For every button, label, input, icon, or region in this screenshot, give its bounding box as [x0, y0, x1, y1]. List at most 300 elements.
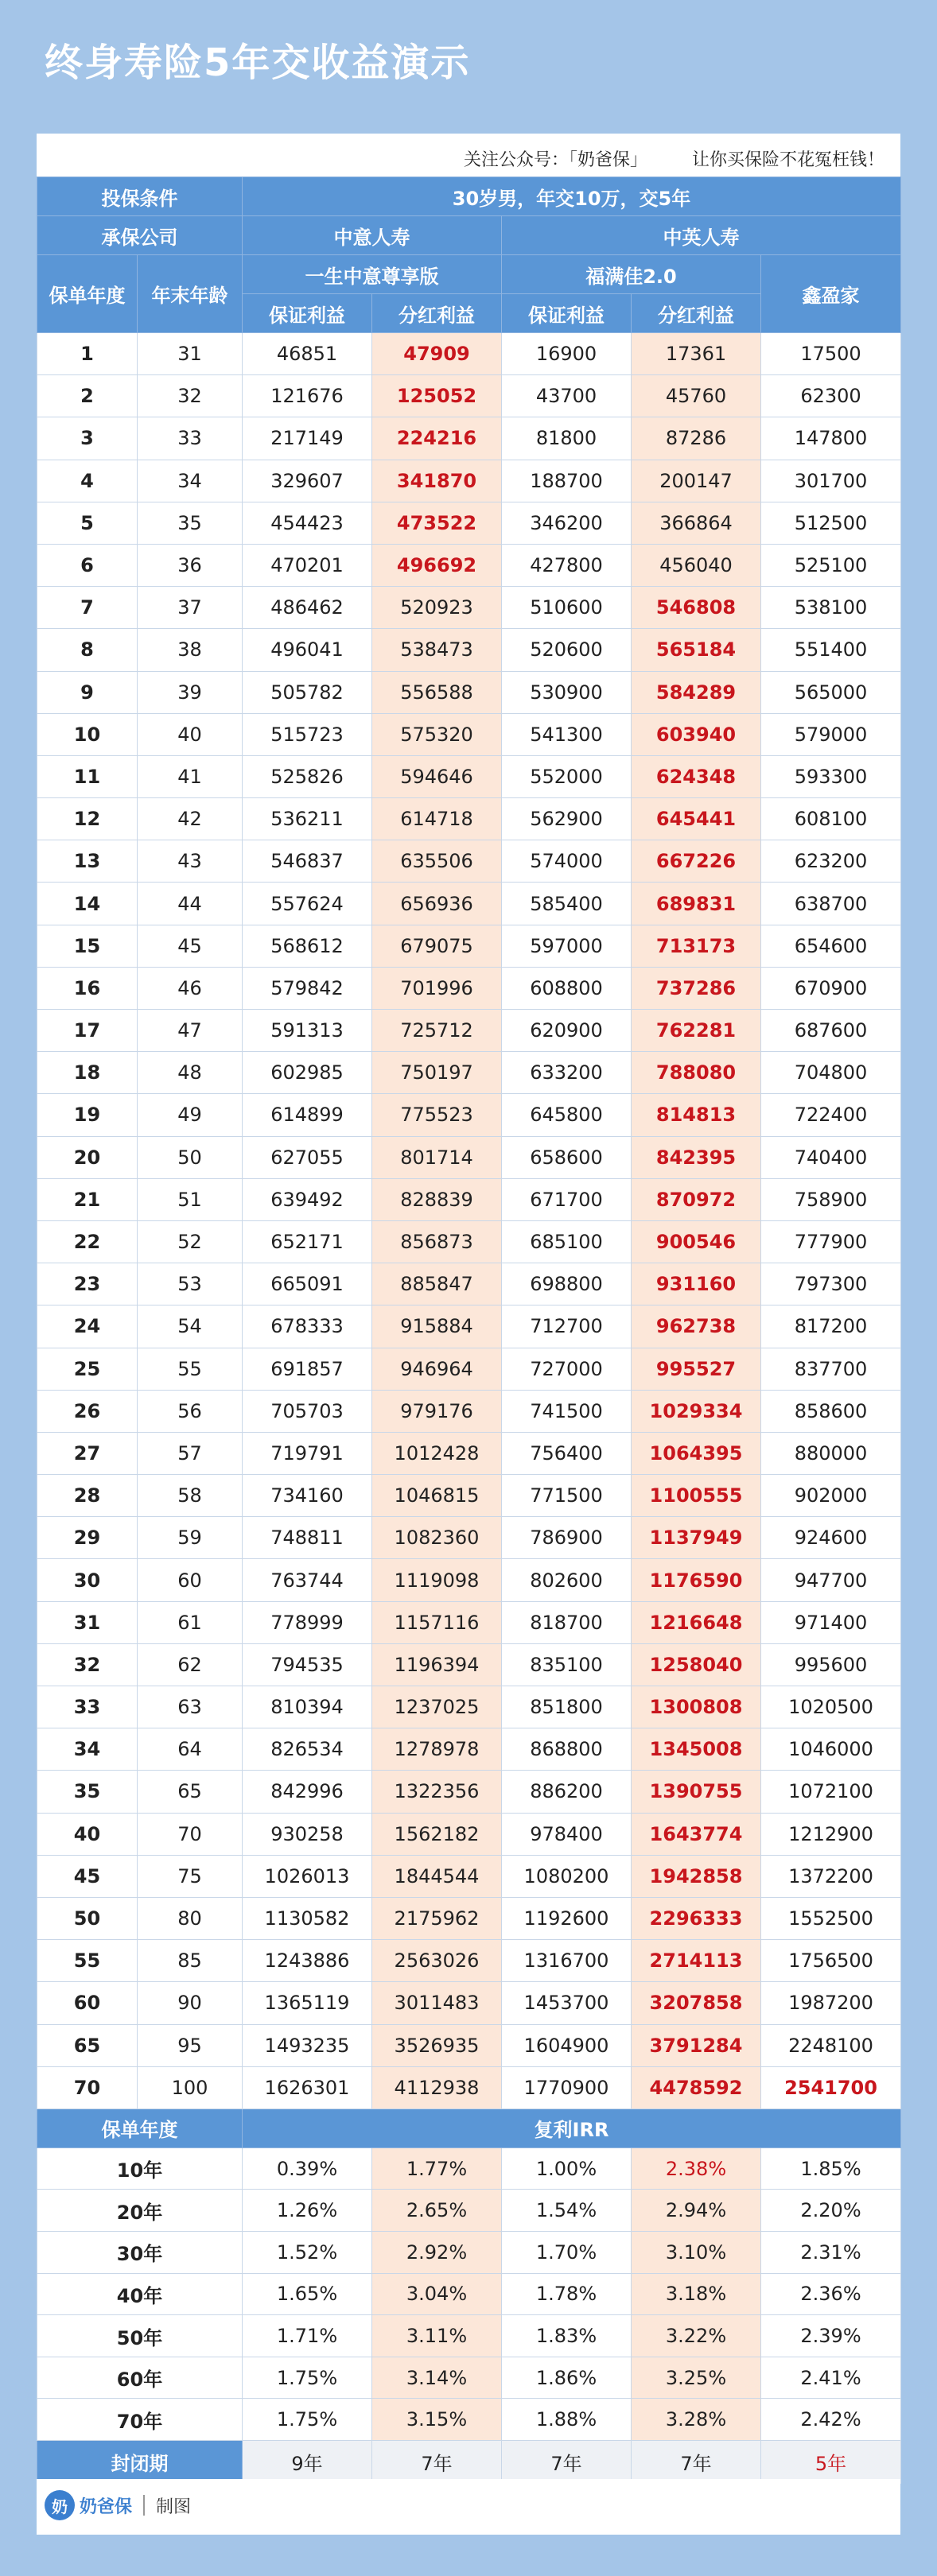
- table-row: [37, 1010, 901, 1052]
- policy-year-cell: 60: [37, 1982, 138, 2024]
- row-company: [37, 216, 901, 255]
- b-dividend-cell: 1300808: [632, 1686, 761, 1728]
- table-row: [37, 1094, 901, 1136]
- b-guaranteed-cell: 802600: [502, 1559, 632, 1601]
- age-cell: 44: [138, 883, 243, 925]
- table-row: [37, 671, 901, 713]
- policy-year-cell: 45: [37, 1855, 138, 1897]
- b-dividend-cell: 737286: [632, 967, 761, 1009]
- a-dividend-cell: 538473: [372, 629, 502, 671]
- b-dividend-cell: 87286: [632, 417, 761, 460]
- closed-b-guaranteed: 7年: [502, 2441, 632, 2484]
- a-guaranteed-cell: 763744: [243, 1559, 372, 1601]
- age-cell: 39: [138, 671, 243, 713]
- a-dividend-cell: 556588: [372, 671, 502, 713]
- b-guaranteed-cell: 16900: [502, 333, 632, 375]
- row-irr-header: [37, 2109, 901, 2147]
- age-cell: 53: [138, 1263, 243, 1305]
- table-row: [37, 1263, 901, 1305]
- table-row: [37, 333, 901, 375]
- b-guaranteed-cell: 1316700: [502, 1940, 632, 1982]
- c-value-cell: 740400: [761, 1136, 901, 1178]
- b-guaranteed-cell: 1192600: [502, 1897, 632, 1939]
- table-row: [37, 1052, 901, 1094]
- closed-c: 5年: [761, 2441, 901, 2484]
- irr-year-cell: 70年: [37, 2399, 243, 2441]
- age-cell: 34: [138, 460, 243, 502]
- table-row: [37, 1348, 901, 1390]
- policy-year-cell: 27: [37, 1432, 138, 1474]
- b-dividend-cell: 713173: [632, 925, 761, 967]
- b-guaranteed-cell: 552000: [502, 755, 632, 797]
- a-dividend-cell: 1082360: [372, 1517, 502, 1559]
- b-guaranteed-cell: 712700: [502, 1305, 632, 1348]
- b-guaranteed-cell: 868800: [502, 1728, 632, 1771]
- irr-row: [37, 2232, 901, 2274]
- c-value-cell: 2541700: [761, 2066, 901, 2109]
- table-row: [37, 1136, 901, 1178]
- b-guaranteed-cell: 520600: [502, 629, 632, 671]
- c-value-cell: 608100: [761, 798, 901, 840]
- irr-row: [37, 2147, 901, 2190]
- irr-year-cell: 20年: [37, 2190, 243, 2232]
- b-guaranteed-cell: 510600: [502, 587, 632, 629]
- b-guaranteed-cell: 188700: [502, 460, 632, 502]
- a-dividend-cell: 1012428: [372, 1432, 502, 1474]
- irr-c-cell: 2.20%: [761, 2190, 901, 2232]
- irr-a-guaranteed-cell: 0.39%: [243, 2147, 372, 2190]
- a-dividend-cell: 1119098: [372, 1559, 502, 1601]
- c-value-cell: 1020500: [761, 1686, 901, 1728]
- a-guaranteed-cell: 1493235: [243, 2024, 372, 2066]
- irr-b-guaranteed-cell: 1.88%: [502, 2399, 632, 2441]
- policy-year-cell: 14: [37, 883, 138, 925]
- irr-a-dividend-cell: 1.77%: [372, 2147, 502, 2190]
- b-guaranteed-cell: 562900: [502, 798, 632, 840]
- policy-year-cell: 1: [37, 333, 138, 375]
- age-cell: 70: [138, 1813, 243, 1855]
- a-dividend-cell: 856873: [372, 1220, 502, 1263]
- c-value-cell: 512500: [761, 502, 901, 544]
- a-guaranteed-cell: 515723: [243, 713, 372, 755]
- policy-year-cell: 70: [37, 2066, 138, 2109]
- irr-b-dividend-cell: 3.25%: [632, 2357, 761, 2399]
- age-cell: 80: [138, 1897, 243, 1939]
- irr-row: [37, 2315, 901, 2357]
- a-guaranteed-cell: 557624: [243, 883, 372, 925]
- c-value-cell: 817200: [761, 1305, 901, 1348]
- a-guaranteed-cell: 217149: [243, 417, 372, 460]
- a-guaranteed-cell: 794535: [243, 1643, 372, 1686]
- a-dividend-cell: 473522: [372, 502, 502, 544]
- a-dividend-cell: 1322356: [372, 1771, 502, 1813]
- policy-year-cell: 31: [37, 1601, 138, 1643]
- b-guaranteed-cell: 658600: [502, 1136, 632, 1178]
- row-product: [37, 255, 901, 294]
- a-dividend-cell: 1046815: [372, 1475, 502, 1517]
- c-value-cell: 1072100: [761, 1771, 901, 1813]
- b-dividend-cell: 1643774: [632, 1813, 761, 1855]
- c-value-cell: 722400: [761, 1094, 901, 1136]
- age-header: 年末年龄: [138, 255, 243, 333]
- a-guaranteed-cell: 705703: [243, 1390, 372, 1432]
- b-dividend-cell: 603940: [632, 713, 761, 755]
- irr-year-cell: 50年: [37, 2315, 243, 2357]
- b-dividend-cell: 1064395: [632, 1432, 761, 1474]
- b-dividend-cell: 762281: [632, 1010, 761, 1052]
- policy-year-header: 保单年度: [37, 255, 138, 333]
- c-value-cell: 758900: [761, 1178, 901, 1220]
- b-guaranteed-cell: 818700: [502, 1601, 632, 1643]
- b-dividend-cell: 17361: [632, 333, 761, 375]
- a-dividend-cell: 2563026: [372, 1940, 502, 1982]
- irr-row: [37, 2190, 901, 2232]
- a-dividend-cell: 4112938: [372, 2066, 502, 2109]
- age-cell: 40: [138, 713, 243, 755]
- a-dividend-cell: 915884: [372, 1305, 502, 1348]
- c-value-cell: 638700: [761, 883, 901, 925]
- a-dividend-cell: 1278978: [372, 1728, 502, 1771]
- a-guaranteed-cell: 470201: [243, 544, 372, 586]
- b-dividend-cell: 2296333: [632, 1897, 761, 1939]
- a-dividend-cell: 1157116: [372, 1601, 502, 1643]
- a-dividend-cell: 946964: [372, 1348, 502, 1390]
- conditions-value: 30岁男，年交10万，交5年: [243, 177, 901, 216]
- c-value-cell: 538100: [761, 587, 901, 629]
- age-cell: 43: [138, 840, 243, 883]
- a-guaranteed-cell: 591313: [243, 1010, 372, 1052]
- age-cell: 57: [138, 1432, 243, 1474]
- c-value-cell: 670900: [761, 967, 901, 1009]
- table-row: [37, 1771, 901, 1813]
- b-dividend-cell: 689831: [632, 883, 761, 925]
- a-dividend-header: 分红利益: [372, 294, 502, 333]
- policy-year-cell: 35: [37, 1771, 138, 1813]
- irr-title-header: 复利IRR: [243, 2109, 901, 2147]
- policy-year-cell: 32: [37, 1643, 138, 1686]
- table-row: [37, 1432, 901, 1474]
- c-value-cell: 902000: [761, 1475, 901, 1517]
- a-guaranteed-cell: 1243886: [243, 1940, 372, 1982]
- b-dividend-cell: 995527: [632, 1348, 761, 1390]
- policy-year-cell: 18: [37, 1052, 138, 1094]
- table-row: [37, 1940, 901, 1982]
- age-cell: 55: [138, 1348, 243, 1390]
- a-guaranteed-cell: 719791: [243, 1432, 372, 1474]
- a-dividend-cell: 2175962: [372, 1897, 502, 1939]
- irr-a-dividend-cell: 2.92%: [372, 2232, 502, 2274]
- age-cell: 42: [138, 798, 243, 840]
- c-value-cell: 947700: [761, 1559, 901, 1601]
- table-row: [37, 967, 901, 1009]
- irr-a-guaranteed-cell: 1.52%: [243, 2232, 372, 2274]
- age-cell: 36: [138, 544, 243, 586]
- table-row: [37, 1982, 901, 2024]
- table-row: [37, 544, 901, 586]
- age-cell: 90: [138, 1982, 243, 2024]
- b-dividend-cell: 1345008: [632, 1728, 761, 1771]
- b-guaranteed-cell: 771500: [502, 1475, 632, 1517]
- age-cell: 64: [138, 1728, 243, 1771]
- c-value-cell: 1552500: [761, 1897, 901, 1939]
- notice-slogan: 让你买保险不花冤枉钱！: [691, 150, 885, 170]
- a-guaranteed-cell: 525826: [243, 755, 372, 797]
- a-guaranteed-cell: 579842: [243, 967, 372, 1009]
- b-guaranteed-cell: 1770900: [502, 2066, 632, 2109]
- a-guaranteed-cell: 842996: [243, 1771, 372, 1813]
- policy-year-cell: 24: [37, 1305, 138, 1348]
- b-dividend-cell: 900546: [632, 1220, 761, 1263]
- b-dividend-header: 分红利益: [632, 294, 761, 333]
- irr-b-dividend-cell: 2.38%: [632, 2147, 761, 2190]
- table-row: [37, 1220, 901, 1263]
- table-row: [37, 1686, 901, 1728]
- a-dividend-cell: 979176: [372, 1390, 502, 1432]
- table-row: [37, 2024, 901, 2066]
- b-guaranteed-cell: 756400: [502, 1432, 632, 1474]
- policy-year-cell: 17: [37, 1010, 138, 1052]
- conditions-label: 投保条件: [37, 177, 243, 216]
- table-row: [37, 1390, 901, 1432]
- a-dividend-cell: 1196394: [372, 1643, 502, 1686]
- irr-a-guaranteed-cell: 1.75%: [243, 2399, 372, 2441]
- c-value-cell: 995600: [761, 1643, 901, 1686]
- b-guaranteed-cell: 620900: [502, 1010, 632, 1052]
- table-row: [37, 1601, 901, 1643]
- b-guaranteed-cell: 1080200: [502, 1855, 632, 1897]
- a-guaranteed-cell: 748811: [243, 1517, 372, 1559]
- age-cell: 58: [138, 1475, 243, 1517]
- table-row: [37, 1897, 901, 1939]
- c-value-cell: 971400: [761, 1601, 901, 1643]
- a-dividend-cell: 750197: [372, 1052, 502, 1094]
- b-dividend-cell: 456040: [632, 544, 761, 586]
- b-dividend-cell: 645441: [632, 798, 761, 840]
- a-dividend-cell: 47909: [372, 333, 502, 375]
- notice-line: [464, 146, 885, 171]
- a-dividend-cell: 520923: [372, 587, 502, 629]
- b-dividend-cell: 1176590: [632, 1559, 761, 1601]
- irr-c-cell: 2.39%: [761, 2315, 901, 2357]
- table-row: [37, 502, 901, 544]
- b-dividend-cell: 814813: [632, 1094, 761, 1136]
- policy-year-cell: 55: [37, 1940, 138, 1982]
- c-value-cell: 1046000: [761, 1728, 901, 1771]
- policy-year-cell: 5: [37, 502, 138, 544]
- b-guaranteed-cell: 851800: [502, 1686, 632, 1728]
- brand-logo-icon: 奶: [45, 2490, 75, 2520]
- c-value-cell: 579000: [761, 713, 901, 755]
- age-cell: 49: [138, 1094, 243, 1136]
- b-dividend-cell: 565184: [632, 629, 761, 671]
- a-dividend-cell: 1562182: [372, 1813, 502, 1855]
- irr-a-guaranteed-cell: 1.26%: [243, 2190, 372, 2232]
- c-value-cell: 147800: [761, 417, 901, 460]
- footer-divider: [143, 2495, 145, 2516]
- a-dividend-cell: 3011483: [372, 1982, 502, 2024]
- b-guaranteed-cell: 698800: [502, 1263, 632, 1305]
- b-dividend-cell: 1258040: [632, 1643, 761, 1686]
- b-dividend-cell: 200147: [632, 460, 761, 502]
- c-value-cell: 593300: [761, 755, 901, 797]
- age-cell: 35: [138, 502, 243, 544]
- a-guaranteed-cell: 665091: [243, 1263, 372, 1305]
- a-guaranteed-cell: 454423: [243, 502, 372, 544]
- made-by-label: 制图: [156, 2496, 192, 2517]
- b-guaranteed-cell: 727000: [502, 1348, 632, 1390]
- comparison-sheet: [37, 134, 900, 2535]
- table-row: [37, 1517, 901, 1559]
- b-guaranteed-cell: 608800: [502, 967, 632, 1009]
- policy-year-cell: 12: [37, 798, 138, 840]
- irr-a-guaranteed-cell: 1.65%: [243, 2273, 372, 2315]
- brand-name: 奶爸保: [80, 2496, 133, 2517]
- a-guaranteed-cell: 614899: [243, 1094, 372, 1136]
- policy-year-cell: 21: [37, 1178, 138, 1220]
- b-guaranteed-cell: 835100: [502, 1643, 632, 1686]
- policy-year-cell: 25: [37, 1348, 138, 1390]
- b-guaranteed-cell: 43700: [502, 375, 632, 417]
- a-dividend-cell: 885847: [372, 1263, 502, 1305]
- b-dividend-cell: 366864: [632, 502, 761, 544]
- c-value-cell: 1756500: [761, 1940, 901, 1982]
- irr-a-dividend-cell: 3.04%: [372, 2273, 502, 2315]
- irr-c-cell: 2.41%: [761, 2357, 901, 2399]
- policy-year-cell: 23: [37, 1263, 138, 1305]
- irr-b-guaranteed-cell: 1.70%: [502, 2232, 632, 2274]
- c-value-cell: 704800: [761, 1052, 901, 1094]
- b-guaranteed-cell: 346200: [502, 502, 632, 544]
- a-guaranteed-cell: 546837: [243, 840, 372, 883]
- c-value-cell: 551400: [761, 629, 901, 671]
- policy-year-cell: 50: [37, 1897, 138, 1939]
- c-value-cell: 777900: [761, 1220, 901, 1263]
- table-row: [37, 840, 901, 883]
- policy-year-cell: 10: [37, 713, 138, 755]
- b-guaranteed-cell: 585400: [502, 883, 632, 925]
- b-dividend-cell: 1216648: [632, 1601, 761, 1643]
- c-value-cell: 565000: [761, 671, 901, 713]
- a-guaranteed-cell: 810394: [243, 1686, 372, 1728]
- policy-year-cell: 19: [37, 1094, 138, 1136]
- irr-a-dividend-cell: 2.65%: [372, 2190, 502, 2232]
- irr-a-dividend-cell: 3.11%: [372, 2315, 502, 2357]
- a-dividend-cell: 614718: [372, 798, 502, 840]
- age-cell: 62: [138, 1643, 243, 1686]
- a-dividend-cell: 775523: [372, 1094, 502, 1136]
- b-dividend-cell: 45760: [632, 375, 761, 417]
- table-row: [37, 2066, 901, 2109]
- table-row: [37, 460, 901, 502]
- age-cell: 95: [138, 2024, 243, 2066]
- closed-b-dividend: 7年: [632, 2441, 761, 2484]
- company-label: 承保公司: [37, 216, 243, 255]
- policy-year-cell: 2: [37, 375, 138, 417]
- irr-a-guaranteed-cell: 1.71%: [243, 2315, 372, 2357]
- irr-b-guaranteed-cell: 1.78%: [502, 2273, 632, 2315]
- irr-year-cell: 60年: [37, 2357, 243, 2399]
- irr-c-cell: 2.42%: [761, 2399, 901, 2441]
- age-cell: 63: [138, 1686, 243, 1728]
- policy-year-cell: 7: [37, 587, 138, 629]
- a-dividend-cell: 801714: [372, 1136, 502, 1178]
- irr-b-dividend-cell: 2.94%: [632, 2190, 761, 2232]
- b-guaranteed-cell: 671700: [502, 1178, 632, 1220]
- age-cell: 65: [138, 1771, 243, 1813]
- a-dividend-cell: 679075: [372, 925, 502, 967]
- a-guaranteed-cell: 486462: [243, 587, 372, 629]
- product-b: 福满佳2.0: [502, 255, 761, 294]
- table-row: [37, 1855, 901, 1897]
- company-b: 中英人寿: [502, 216, 901, 255]
- a-guaranteed-cell: 496041: [243, 629, 372, 671]
- c-value-cell: 62300: [761, 375, 901, 417]
- a-guaranteed-cell: 1365119: [243, 1982, 372, 2024]
- irr-year-cell: 10年: [37, 2147, 243, 2190]
- a-guaranteed-cell: 734160: [243, 1475, 372, 1517]
- table-row: [37, 1475, 901, 1517]
- irr-b-dividend-cell: 3.18%: [632, 2273, 761, 2315]
- a-dividend-cell: 635506: [372, 840, 502, 883]
- c-value-cell: 880000: [761, 1432, 901, 1474]
- age-cell: 31: [138, 333, 243, 375]
- closed-a-dividend: 7年: [372, 2441, 502, 2484]
- c-value-cell: 654600: [761, 925, 901, 967]
- irr-b-guaranteed-cell: 1.54%: [502, 2190, 632, 2232]
- a-dividend-cell: 725712: [372, 1010, 502, 1052]
- c-value-cell: 858600: [761, 1390, 901, 1432]
- irr-b-guaranteed-cell: 1.86%: [502, 2357, 632, 2399]
- benefit-table: [37, 177, 901, 2484]
- c-value-cell: 687600: [761, 1010, 901, 1052]
- b-dividend-cell: 788080: [632, 1052, 761, 1094]
- policy-year-cell: 34: [37, 1728, 138, 1771]
- closed-period-label: 封闭期: [37, 2441, 243, 2484]
- b-guaranteed-cell: 741500: [502, 1390, 632, 1432]
- irr-year-cell: 40年: [37, 2273, 243, 2315]
- irr-year-header: 保单年度: [37, 2109, 243, 2147]
- c-value-cell: 837700: [761, 1348, 901, 1390]
- irr-a-guaranteed-cell: 1.75%: [243, 2357, 372, 2399]
- policy-year-cell: 15: [37, 925, 138, 967]
- table-row: [37, 798, 901, 840]
- b-guaranteed-cell: 978400: [502, 1813, 632, 1855]
- age-cell: 54: [138, 1305, 243, 1348]
- a-dividend-cell: 3526935: [372, 2024, 502, 2066]
- table-row: [37, 1643, 901, 1686]
- a-dividend-cell: 594646: [372, 755, 502, 797]
- b-guaranteed-cell: 633200: [502, 1052, 632, 1094]
- policy-year-cell: 9: [37, 671, 138, 713]
- a-dividend-cell: 1237025: [372, 1686, 502, 1728]
- a-guaranteed-cell: 329607: [243, 460, 372, 502]
- a-guaranteed-cell: 639492: [243, 1178, 372, 1220]
- a-dividend-cell: 656936: [372, 883, 502, 925]
- a-guaranteed-cell: 826534: [243, 1728, 372, 1771]
- a-guaranteed-cell: 602985: [243, 1052, 372, 1094]
- b-dividend-cell: 1942858: [632, 1855, 761, 1897]
- b-guaranteed-cell: 427800: [502, 544, 632, 586]
- a-dividend-cell: 1844544: [372, 1855, 502, 1897]
- table-row: [37, 1813, 901, 1855]
- table-row: [37, 375, 901, 417]
- b-dividend-cell: 842395: [632, 1136, 761, 1178]
- age-cell: 59: [138, 1517, 243, 1559]
- table-row: [37, 1559, 901, 1601]
- notice-wechat: 关注公众号：「奶爸保」: [464, 150, 648, 170]
- b-dividend-cell: 931160: [632, 1263, 761, 1305]
- age-cell: 45: [138, 925, 243, 967]
